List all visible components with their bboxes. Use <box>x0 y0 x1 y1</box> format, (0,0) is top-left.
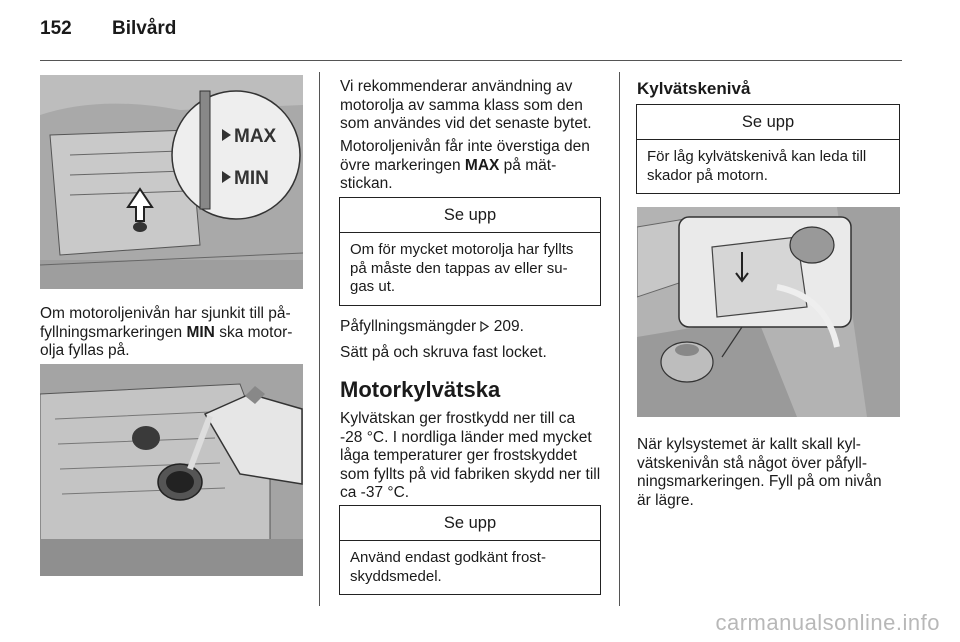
recommendation-paragraph: Vi rekommenderar användning av motorolja av samma klass som den som användes vid det senaste bytet. <box>340 78 592 132</box>
page-header: Bilvård <box>112 18 177 39</box>
notice-body: För låg kylvätskenivå kan leda till skador på motorn. <box>647 148 867 184</box>
notice-box-coolant <box>636 104 900 194</box>
notice-body: Använd endast godkänt frost- skyddsmedel. <box>350 549 546 585</box>
oil-level-paragraph: Om motoroljenivån har sjunkit till på- fyllningsmarkeringen MIN ska motor- olja fyllas på. <box>40 305 293 359</box>
dipstick-illustration <box>40 75 303 289</box>
column-divider-1 <box>319 72 320 606</box>
notice-title: Se upp <box>637 105 899 140</box>
close-cap-paragraph: Sätt på och skruva fast locket. <box>340 344 547 361</box>
notice-title: Se upp <box>340 506 600 541</box>
max-label: MAX <box>234 126 277 147</box>
fill-quantity-paragraph: Påfyllningsmängder 209. <box>340 318 524 335</box>
watermark: carmanualsonline.info <box>715 610 940 635</box>
coolant-check-paragraph: När kylsystemet är kallt skall kyl- vätskenivån stå något över påfyll- ningsmarkeringen. Fyll på om nivån är lägre. <box>637 436 882 509</box>
max-level-paragraph: Motoroljenivån får inte överstiga den övre markeringen MAX på mät- stickan. <box>340 138 590 192</box>
page-number: 152 <box>40 18 72 39</box>
coolant-reservoir-illustration <box>637 207 900 417</box>
notice-title: Se upp <box>340 198 600 233</box>
oil-filling-illustration <box>40 364 303 576</box>
min-label: MIN <box>234 168 269 189</box>
column-divider-2 <box>619 72 620 606</box>
section-heading-coolant: Motorkylvätska <box>340 377 501 402</box>
section-heading-coolant-level: Kylvätskenivå <box>637 79 751 98</box>
header-rule <box>40 60 902 61</box>
notice-box-antifreeze <box>339 505 601 595</box>
frost-protection-paragraph: Kylvätskan ger frostkydd ner till ca -28 °C. I nordliga länder med mycket låga temperaturer ger frostskyddet som fyllts på vid fabriken skydd ner till ca -37 °C. <box>340 410 601 501</box>
notice-body: Om för mycket motorolja har fyllts på måste den tappas av eller su- gas ut. <box>350 241 574 295</box>
notice-box-oil <box>339 197 601 306</box>
